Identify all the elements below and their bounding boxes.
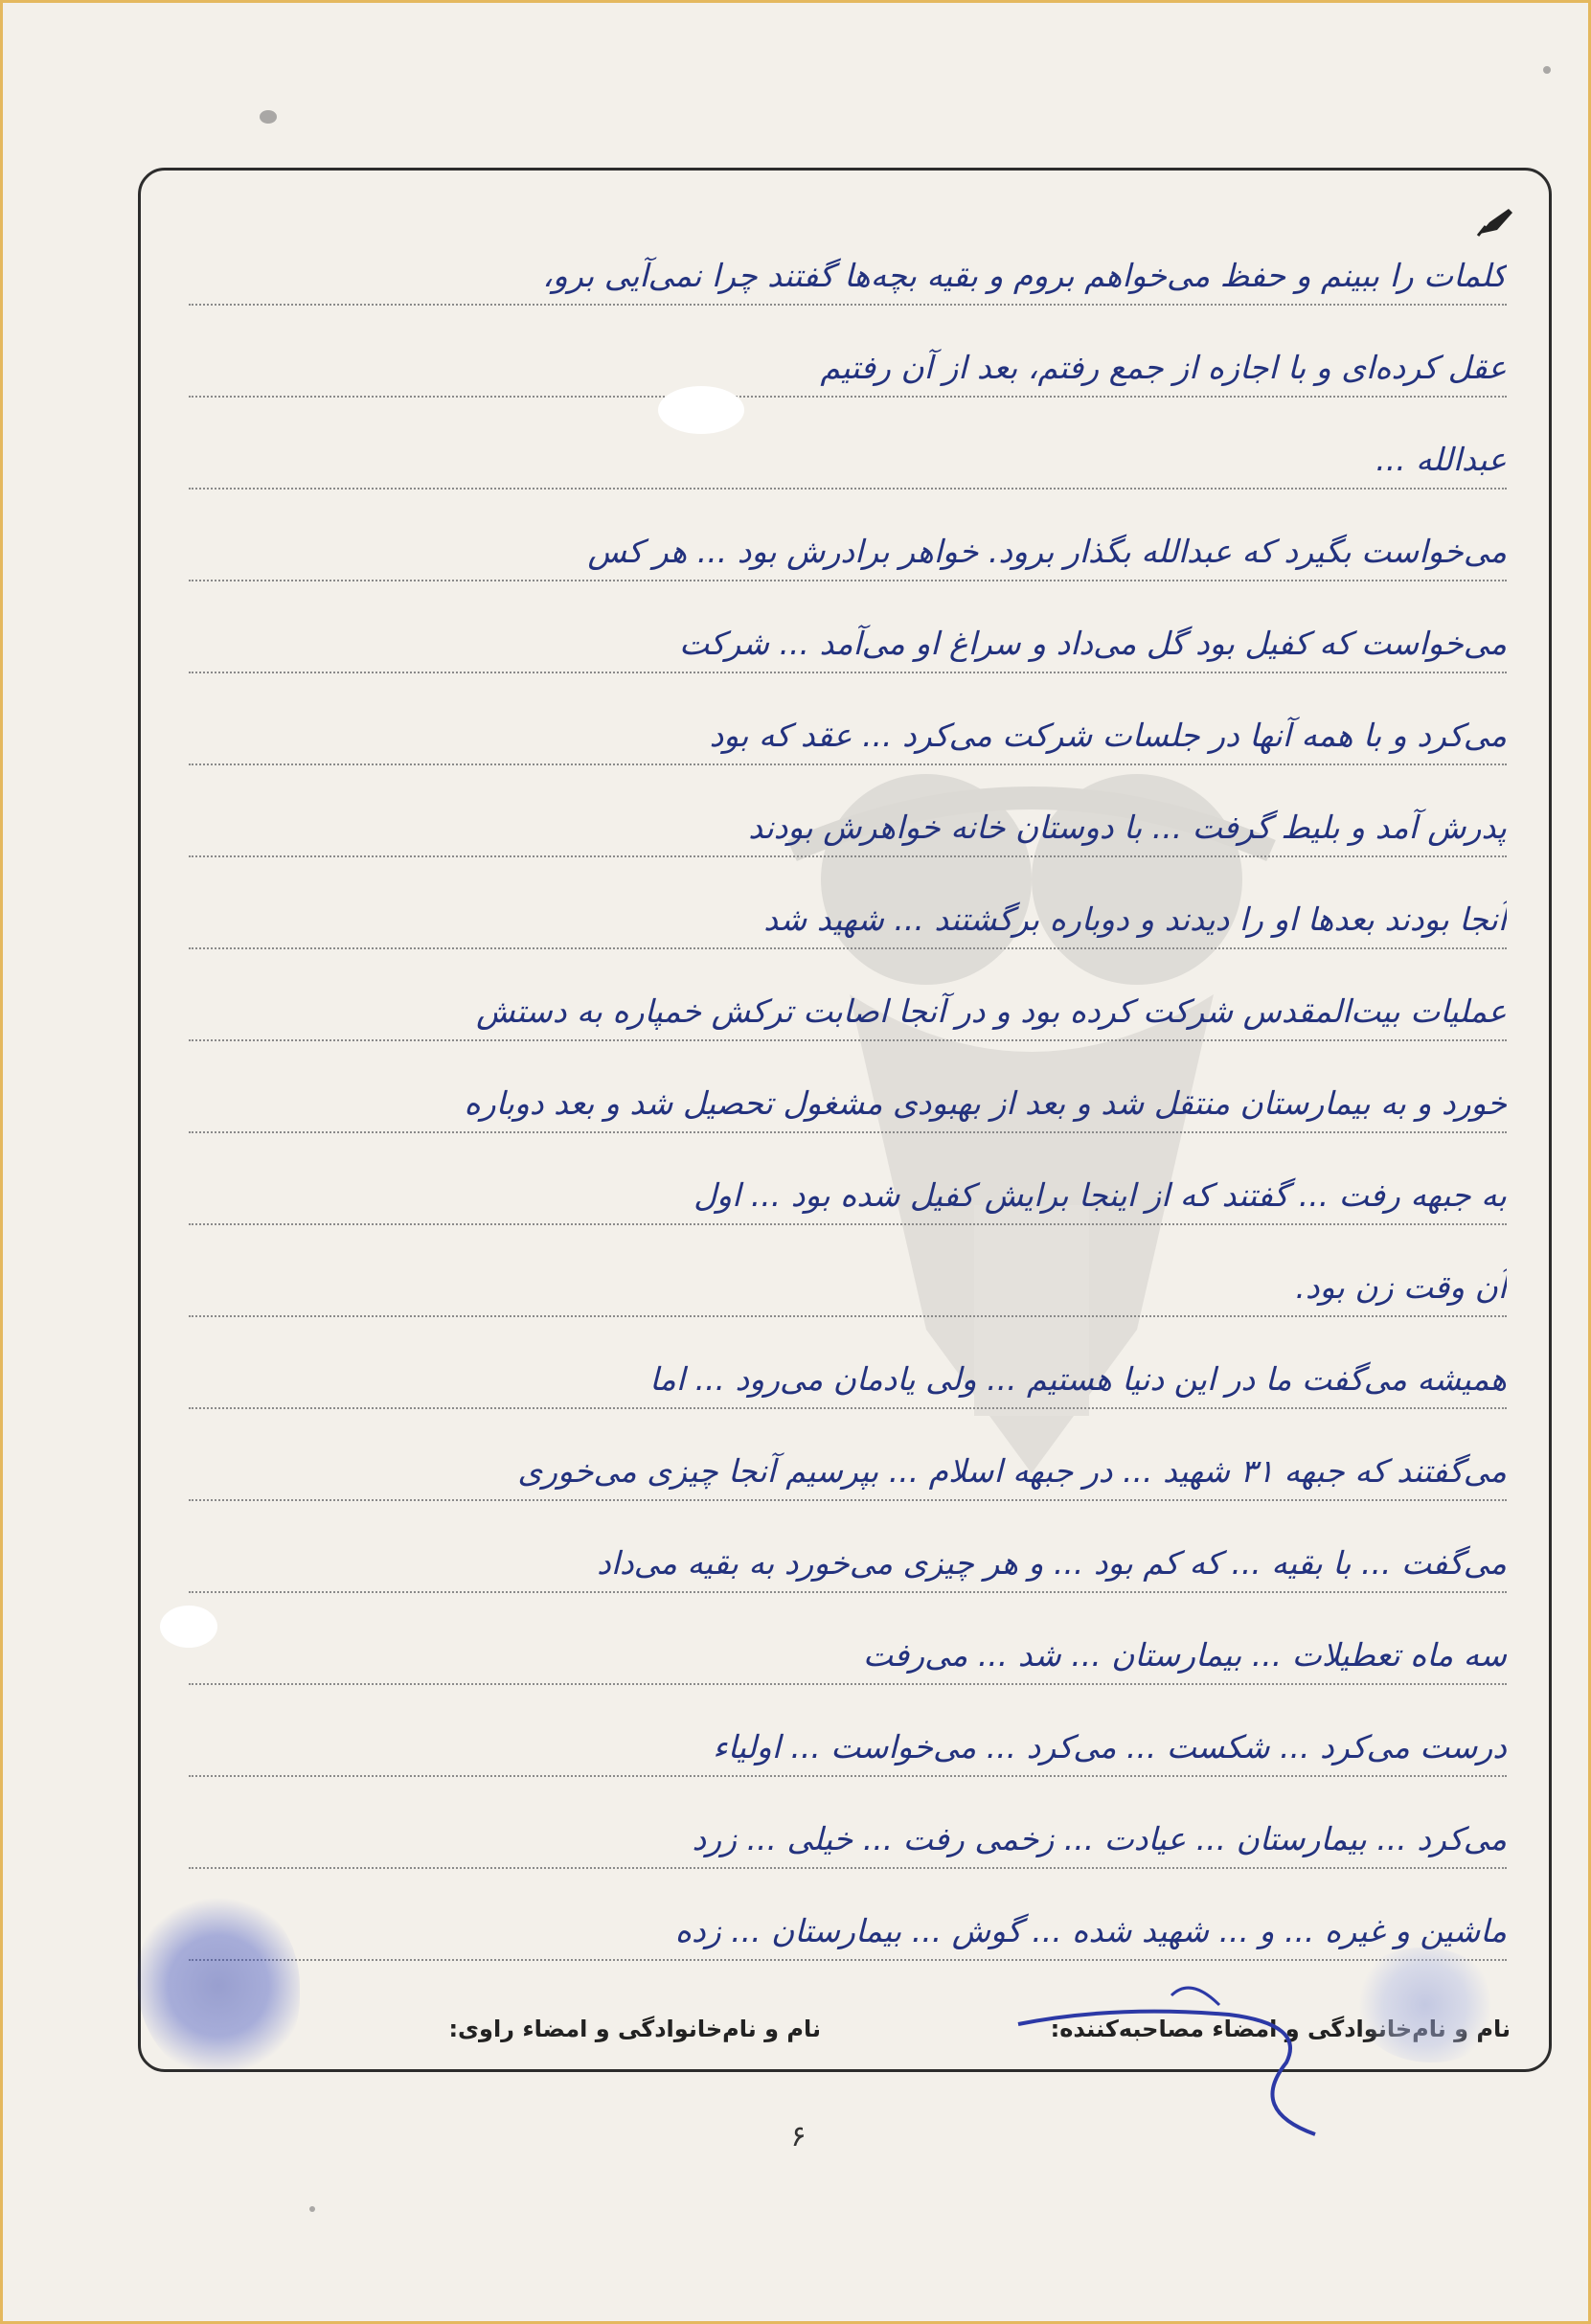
- handwritten-line: [189, 306, 1507, 398]
- handwritten-line: [189, 1501, 1507, 1593]
- line-text: می‌کرد و با همه آنها در جلسات شرکت می‌کرد ... عقد که بود: [709, 717, 1507, 754]
- ink-smudge: [260, 110, 277, 124]
- line-text: آنجا بودند بعدها او را دیدند و دوباره برگشتند ... شهید شد: [763, 900, 1507, 938]
- line-text: خورد و به بیمارستان منتقل شد و بعد از بهبودی مشغول تحصیل شد و بعد دوباره: [464, 1084, 1507, 1122]
- document-frame: [138, 168, 1552, 2072]
- line-text: می‌کرد ... بیمارستان ... عیادت ... زخمی رفت ... خیلی ... زرد: [692, 1820, 1507, 1857]
- handwritten-line: [189, 1777, 1507, 1869]
- handwritten-line: [189, 1133, 1507, 1225]
- line-text: درست می‌کرد ... شکست ... می‌کرد ... می‌خواست ... اولیاء: [713, 1728, 1507, 1766]
- page-number: ۶: [790, 2120, 807, 2153]
- handwritten-line: [189, 398, 1507, 490]
- handwritten-line: [189, 857, 1507, 949]
- narrator-signature-label: نام و نام‌خانوادگی و امضاء راوی:: [448, 2016, 821, 2042]
- handwritten-line: [189, 581, 1507, 673]
- handwritten-line: [189, 1041, 1507, 1133]
- handwritten-line: [189, 949, 1507, 1041]
- line-text: می‌گفت ... با بقیه ... که کم بود ... و هر چیزی می‌خورد به بقیه می‌داد: [597, 1544, 1507, 1582]
- line-text: کلمات را ببینم و حفظ می‌خواهم بروم و بقیه بچه‌ها گفتند چرا نمی‌آیی برو،: [542, 257, 1507, 294]
- line-text: همیشه می‌گفت ما در این دنیا هستیم ... ولی یادمان می‌رود ... اما: [649, 1360, 1507, 1398]
- handwritten-line: [189, 1409, 1507, 1501]
- correction-blot: [160, 1606, 217, 1648]
- handwritten-line: [189, 1593, 1507, 1685]
- correction-blot: [658, 386, 744, 434]
- line-text: می‌خواست بگیرد که عبدالله بگذار برود. خواهر برادرش بود ... هر کس: [587, 533, 1507, 570]
- ink-smudge: [309, 2206, 315, 2212]
- line-text: عملیات بیت‌المقدس شرکت کرده بود و در آنجا اصابت ترکش خمپاره به دستش: [476, 992, 1507, 1030]
- line-text: سه ماه تعطیلات ... بیمارستان ... شد ... می‌رفت: [863, 1636, 1507, 1674]
- handwritten-line: [189, 214, 1507, 306]
- line-text: عبدالله ...: [1375, 441, 1507, 478]
- line-text: می‌گفتند که جبهه ۳۱ شهید ... در جبهه اسلام ... بپرسیم آنجا چیزی می‌خوری: [517, 1452, 1507, 1490]
- handwritten-lines: [189, 214, 1507, 1961]
- line-text: می‌خواست که کفیل بود گل می‌داد و سراغ او می‌آمد ... شرکت: [679, 625, 1507, 662]
- handwritten-line: [189, 1225, 1507, 1317]
- handwritten-line: [189, 490, 1507, 581]
- ink-smudge: [1543, 66, 1551, 74]
- line-text: عقل کرده‌ای و با اجازه از جمع رفتم، بعد از آن رفتیم: [820, 349, 1507, 386]
- handwritten-line: [189, 1685, 1507, 1777]
- line-text: ماشین و غیره ... و ... شهید شده ... گوش ... بیمارستان ... زده: [674, 1912, 1507, 1949]
- line-text: به جبهه رفت ... گفتند که از اینجا برایش کفیل شده بود ... اول: [693, 1176, 1507, 1214]
- handwritten-line: [189, 1317, 1507, 1409]
- line-text: پدرش آمد و بلیط گرفت ... با دوستان خانه خواهرش بودند: [748, 809, 1507, 846]
- handwritten-line: [189, 1869, 1507, 1961]
- interviewer-signature-label: نام و نام‌خانوادگی و امضاء مصاحبه‌کننده:: [1050, 2016, 1511, 2042]
- line-text: آن وقت زن بود.: [1295, 1268, 1507, 1306]
- handwritten-line: [189, 673, 1507, 765]
- handwritten-line: [189, 765, 1507, 857]
